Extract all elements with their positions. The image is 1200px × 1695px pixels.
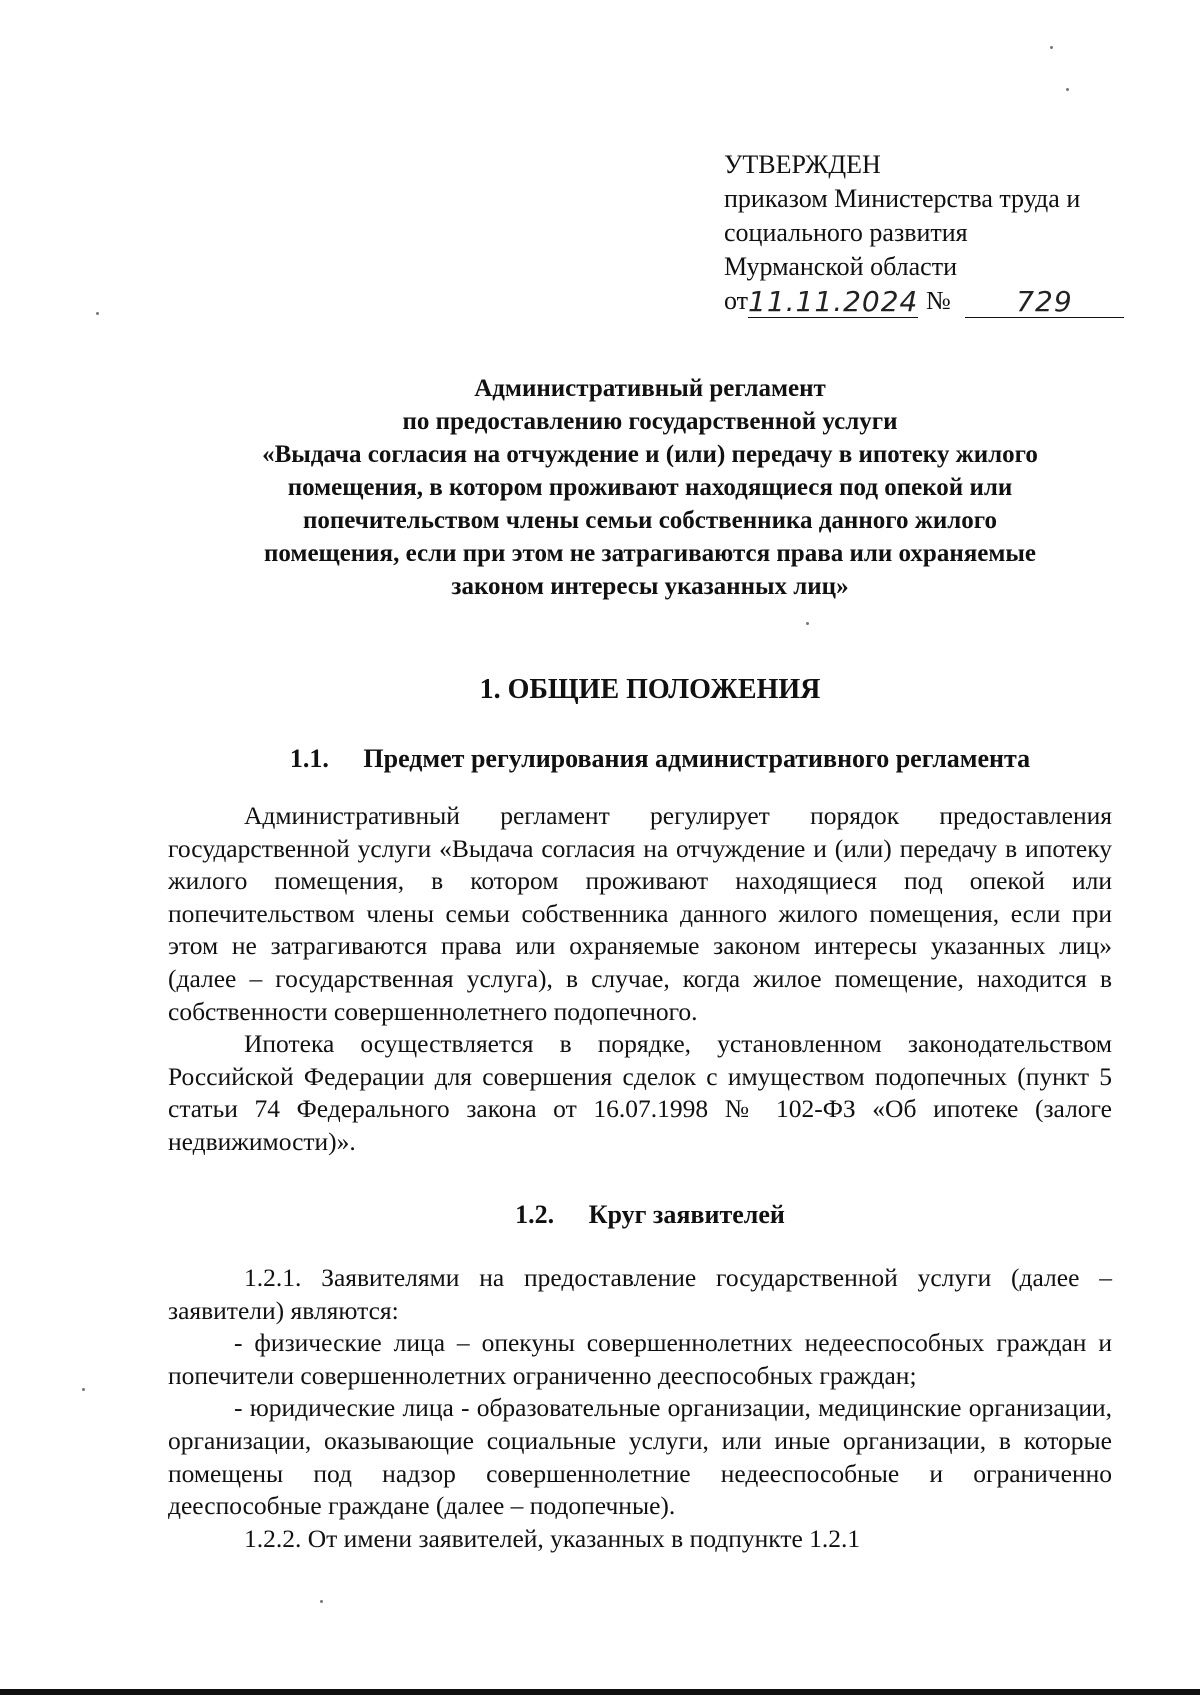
- title-line-3: «Выдача согласия на отчуждение и (или) передачу в ипотеку жилого: [262, 441, 1038, 468]
- scan-bottom-edge: [0, 1689, 1200, 1695]
- subsection-1-1-heading: [170, 742, 1150, 776]
- list-item: - физические лица – опекуны совершеннолетних недееспособных граждан и попечители совершеннолетних ограниченно дееспособных граждан;: [168, 1328, 1112, 1390]
- approval-line-3: Мурманской области: [724, 252, 957, 281]
- title-line-5: попечительством члены семьи собственника данного жилого: [303, 507, 997, 534]
- title-line-6: помещения, если при этом не затрагиваются права или охраняемые: [263, 540, 1036, 567]
- paragraph: Ипотека осуществляется в порядке, установленном законодательством Российской Федерации для совершения сделок с имуществом подопечных (пункт 5 статьи 74 Федерального закона от 16.07.1998 № 102-ФЗ «Об ипотеке (залоге недвижимости)».: [168, 1029, 1112, 1156]
- subsection-1-2-body: [168, 1262, 1112, 1555]
- scan-speck: [1050, 46, 1053, 49]
- scan-speck: [82, 1388, 85, 1391]
- approval-line-2: социального развития: [724, 218, 968, 247]
- scan-speck: [806, 622, 809, 625]
- subsection-1-1-title: Предмет регулирования административного регламента: [363, 744, 1031, 773]
- title-line-4: помещения, в котором проживают находящиеся под опекой или: [287, 474, 1013, 501]
- approval-heading: УТВЕРЖДЕН: [724, 150, 881, 179]
- scan-speck: [320, 1600, 323, 1603]
- approval-stamp-block: [724, 148, 1124, 318]
- document-title: [160, 372, 1140, 603]
- scan-speck: [1066, 88, 1069, 91]
- approval-line-1: приказом Министерства труда и: [724, 184, 1081, 213]
- number-label: №: [926, 286, 951, 315]
- approval-date-number-line: [724, 284, 1124, 318]
- paragraph: 1.2.1. Заявителями на предоставление государственной услуги (далее – заявители) являются:: [168, 1263, 1112, 1325]
- title-line-7: законом интересы указанных лиц»: [451, 573, 849, 600]
- subsection-1-1-body: [168, 800, 1112, 1159]
- title-line-1: Административный регламент: [474, 375, 826, 402]
- paragraph: Административный регламент регулирует порядок предоставления государственной услуги «Выдача согласия на отчуждение и (или) передачу в ипотеку жилого помещения, в котором проживают находящиеся под опекой или попечительством члены семьи собственника данного жилого помещения, если при этом не затрагиваются права или охраняемые законом интересы указанных лиц» (далее – государственная услуга), в случае, когда жилое помещение, находится в собственности совершеннолетнего подопечного.: [168, 801, 1112, 1026]
- subsection-1-2-number: 1.2.: [515, 1200, 555, 1229]
- title-line-2: по предоставлению государственной услуги: [402, 408, 898, 435]
- list-item: - юридические лица - образовательные организации, медицинские организации, организации, оказывающие социальные услуги, или иные организации, в которые помещены под надзор совершеннолетние недееспособные и ограниченно дееспособные граждане (далее – подопечные).: [168, 1393, 1112, 1521]
- handwritten-order-number: 729: [965, 287, 1124, 318]
- date-prefix: от: [724, 286, 749, 315]
- section-1-heading: 1. ОБЩИЕ ПОЛОЖЕНИЯ: [479, 674, 821, 705]
- scan-speck: [96, 312, 99, 315]
- subsection-1-2-title: Круг заявителей: [588, 1200, 785, 1229]
- handwritten-date: 11.11.2024: [748, 285, 919, 318]
- paragraph: 1.2.2. От имени заявителей, указанных в подпункте 1.2.1: [244, 1523, 861, 1553]
- subsection-1-2-heading: [160, 1198, 1140, 1232]
- subsection-1-1-number: 1.1.: [289, 744, 329, 773]
